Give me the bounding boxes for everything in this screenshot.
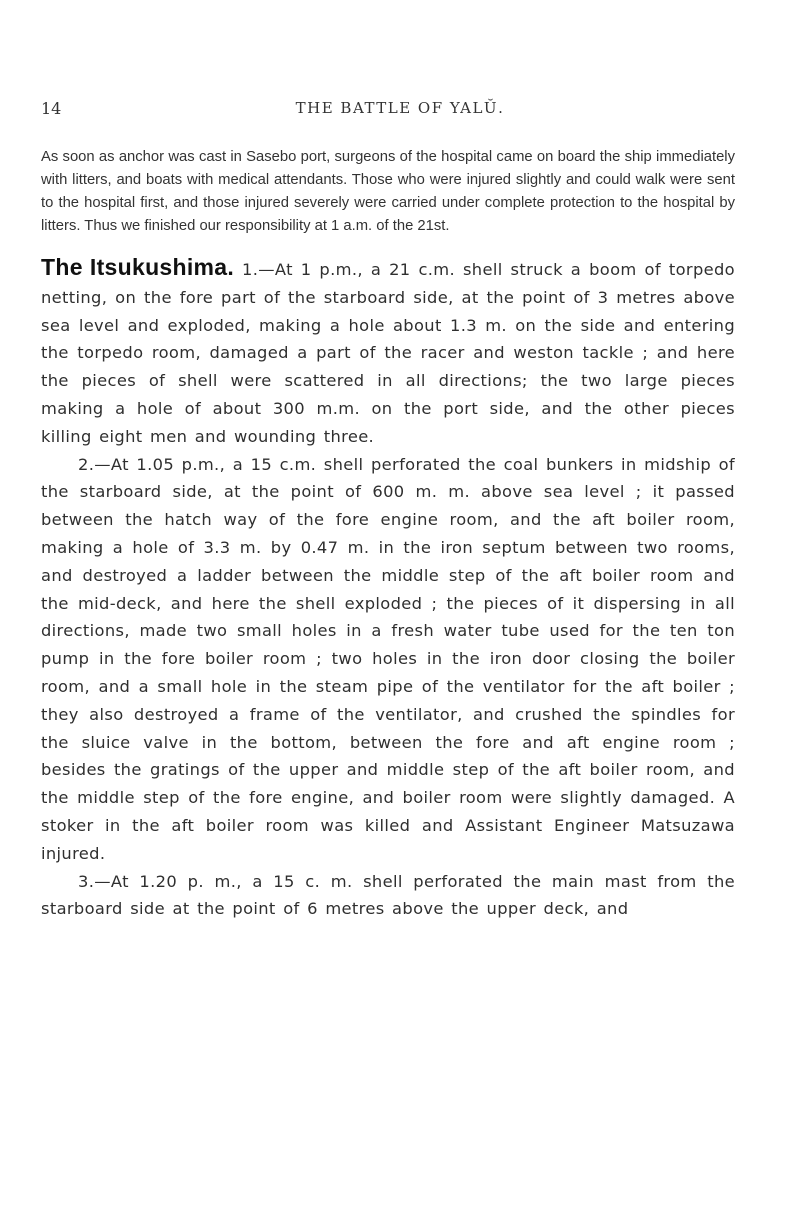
running-head: THE BATTLE OF YALŬ. (295, 99, 505, 117)
section-paragraph-1 (41, 254, 735, 451)
intro-paragraph: As soon as anchor was cast in Sasebo port, surgeons of the hospital came on board the ship immediately with litters, and boats with medical attendants. Those who were injured slightly and could walk were sent to the hospital first, and those injured severely were carried under complete protection to the hospital by litters. Thus we finished our responsibility at 1 a.m. of the 21st. (41, 149, 735, 234)
section-heading: The Itsukushima. (41, 254, 235, 280)
damage-item-1: 1.—At 1 p.m., a 21 c.m. shell struck a boom of torpedo netting, on the fore part of the starboard side, at the point of 3 metres above sea level and exploded, making a hole about 1.3 m. on the side and entering the torpedo room, damaged a part of the racer and weston tackle ; and here the pieces of shell were scattered in all directions; the two large pieces making a hole of about 300 m.m. on the port side, and the other pieces killing eight men and wounding three. (41, 260, 735, 446)
page-number: 14 (41, 99, 62, 118)
damage-item-2: 2.—At 1.05 p.m., a 15 c.m. shell perforated the coal bunkers in midship of the starboard side, at the point of 600 m. m. above sea level ; it passed between the hatch way of the fore engine room, and the aft boiler room, making a hole of 3.3 m. by 0.47 m. in the iron septum between two rooms, and destroyed a ladder between the middle step of the aft boiler room and the mid-deck, and here the shell exploded ; the pieces of it dispersing in all directions, made two small holes in a fresh water tube used for the ten ton pump in the fore boiler room ; two holes in the iron door closing the boiler room, and a small hole in the steam pipe of the ventilator for the aft boiler ; they also destroyed a frame of the ventilator, and crushed the spindles for the sluice valve in the bottom, between the fore and aft engine room ; besides the gratings of the upper and middle step of the aft boiler room, and the middle step of the fore engine, and boiler room were slightly damaged. A stoker in the aft boiler room was killed and Assistant Engineer Matsuzawa injured. (41, 454, 735, 863)
damage-item-3: 3.—At 1.20 p. m., a 15 c. m. shell perforated the main mast from the starboard side at the point of 6 metres above the upper deck, and (41, 871, 735, 919)
page-header (0, 99, 800, 123)
itsukushima-section (41, 254, 735, 923)
